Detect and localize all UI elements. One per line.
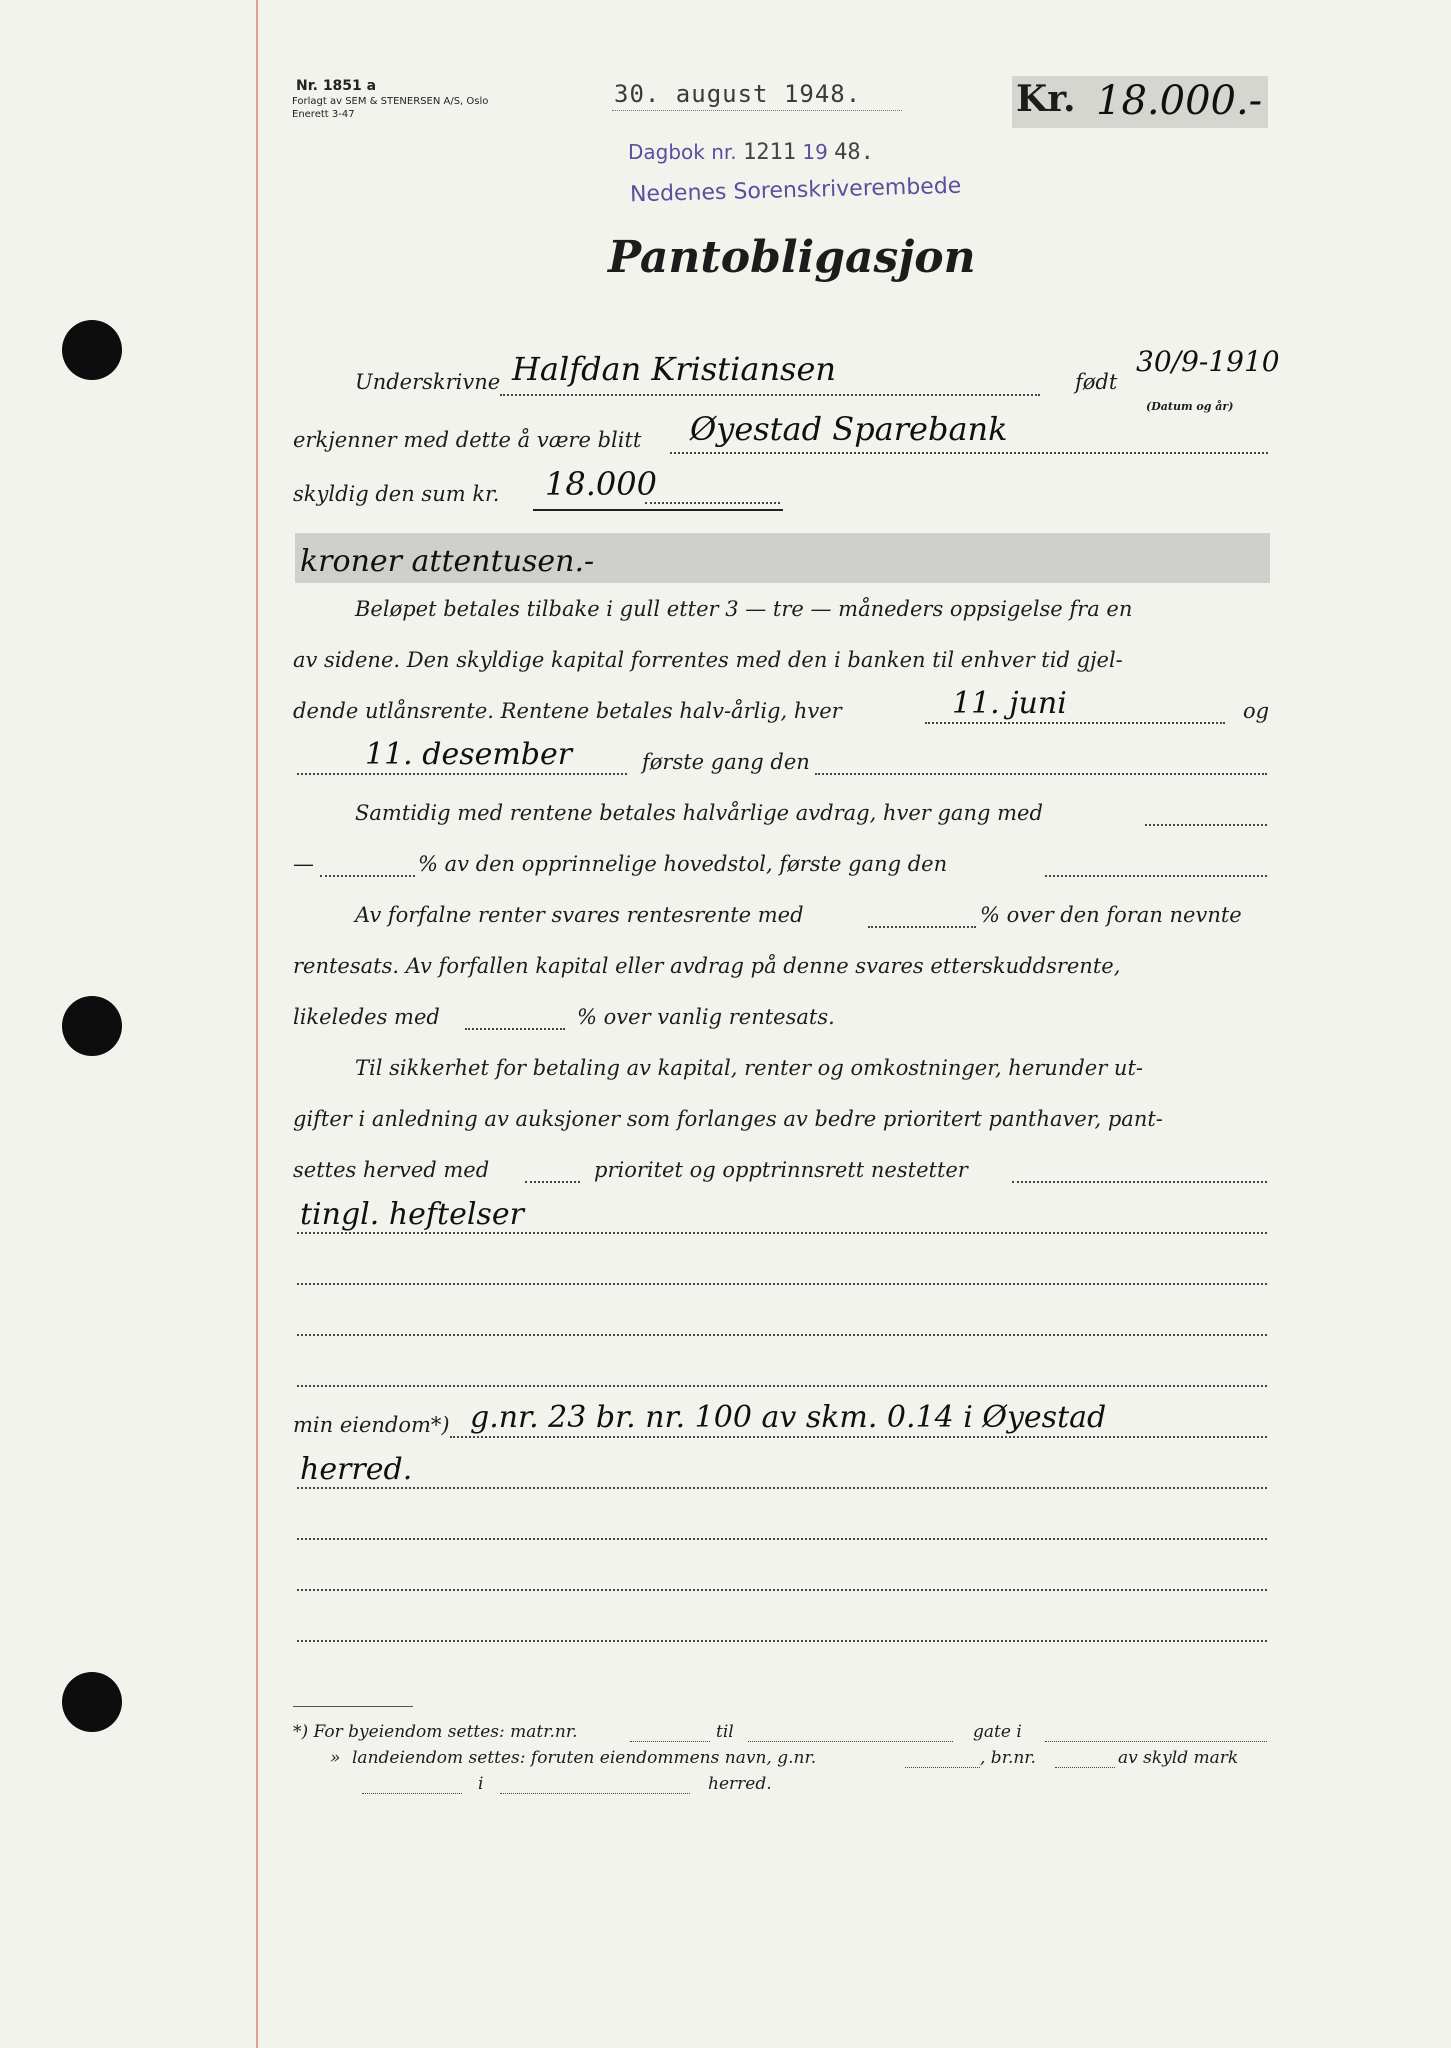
fodt-label: født	[1075, 370, 1118, 394]
eiendom-line-2	[297, 1485, 1267, 1489]
p3-line3: likeledes med	[293, 1005, 440, 1029]
footnote-line2-c: av skyld mark	[1118, 1748, 1239, 1768]
property-description: g.nr. 23 br. nr. 100 av skm. 0.14 i Øyestad	[470, 1400, 1107, 1435]
skyldig-label: skyldig den sum kr.	[293, 482, 500, 506]
footnote-line1-b: til	[716, 1722, 734, 1742]
p3-line1: Av forfalne renter svares rentesrente med	[355, 903, 804, 927]
og-label: og	[1243, 699, 1270, 723]
p1-line1: Beløpet betales tilbake i gull etter 3 — tre — måneders oppsigelse fra en	[355, 597, 1133, 621]
prior-encumbrance: tingl. heftelser	[300, 1197, 524, 1232]
dagbok-number: 1211	[743, 140, 796, 165]
dagbok-stamp	[628, 140, 874, 165]
first-time-line	[815, 771, 1267, 775]
prior-line-3	[297, 1332, 1267, 1336]
eiendom-line-3	[297, 1536, 1267, 1540]
eiendom-line-4	[297, 1587, 1267, 1591]
p3-line3b: % over vanlig rentesats.	[577, 1005, 835, 1029]
p4-line1: Til sikkerhet for betaling av kapital, renter og omkostninger, herunder ut-	[355, 1056, 1143, 1080]
eiendom-label: min eiendom*)	[293, 1413, 450, 1437]
p1-line3: dende utlånsrente. Rentene betales halv-årlig, hver	[293, 699, 842, 723]
p2-line2: % av den opprinnelige hovedstol, første gang den	[418, 852, 948, 876]
office-stamp: Nedenes Sorenskriverembede	[629, 173, 962, 208]
dagbok-year: 48.	[834, 140, 874, 165]
printer-imprint	[292, 80, 488, 121]
footnote-line2-a: landeiendom settes: foruten eiendommens navn, g.nr.	[352, 1748, 817, 1768]
priority-line	[525, 1179, 580, 1183]
kr-amount: 18.000.-	[1096, 78, 1263, 124]
sum-dots	[645, 500, 780, 504]
fn-matr-line	[630, 1739, 710, 1742]
footnote-line3-a: i	[478, 1774, 484, 1794]
p3-line1b: % over den foran nevnte	[980, 903, 1242, 927]
etterskudd-line	[465, 1026, 565, 1030]
underskrivne-label: Underskrivne	[355, 370, 501, 394]
document-date: 30. august 1948.	[614, 80, 862, 108]
fn-mark-line	[362, 1791, 462, 1794]
footnote-line1-a: *) For byeiendom settes: matr.nr.	[293, 1722, 578, 1742]
copyright-line: Enerett 3-47	[292, 109, 355, 120]
dagbok-label: Dagbok nr.	[628, 140, 737, 164]
fn-brnr-line	[1055, 1765, 1115, 1768]
rentesrente-line	[868, 924, 976, 928]
margin-rule	[256, 0, 258, 2048]
prior-line-2	[297, 1281, 1267, 1285]
footnote-line1-c: gate i	[973, 1722, 1022, 1742]
second-interest-date: 11. desember	[365, 737, 573, 772]
punch-hole-middle	[62, 996, 122, 1056]
form-number: Nr. 1851 a	[296, 78, 377, 94]
avdrag-date-line	[1045, 873, 1267, 877]
footnote-line2-prefix: »	[330, 1748, 341, 1768]
p1-line2: av sidene. Den skyldige kapital forrentes med den i banken til enhver tid gjel-	[293, 648, 1123, 672]
eiendom-line-5	[297, 1638, 1267, 1642]
p2-dash: —	[293, 852, 314, 876]
p4-line2: gifter i anledning av auksjoner som forlanges av bedre prioritert panthaver, pant-	[293, 1107, 1163, 1131]
fn-herred-line	[500, 1791, 690, 1794]
underskrivne-line	[500, 392, 1040, 396]
punch-hole-top	[62, 320, 122, 380]
nestetter-line	[1012, 1179, 1267, 1183]
fn-gate-line	[1045, 1739, 1267, 1742]
avdrag-line	[1145, 822, 1267, 826]
first-interest-date: 11. juni	[952, 686, 1067, 721]
datum-note: (Datum og år)	[1146, 400, 1234, 413]
sum-amount: 18.000	[545, 465, 657, 503]
p2-line1: Samtidig med rentene betales halvårlige avdrag, hver gang med	[355, 801, 1043, 825]
p4-line3b: prioritet og opptrinnsrett nestetter	[594, 1158, 968, 1182]
prior-line-4	[297, 1383, 1267, 1387]
debtor-name: Halfdan Kristiansen	[512, 350, 837, 388]
page-title: Pantobligasjon	[608, 232, 976, 283]
footnote-line2-b: , br.nr.	[980, 1748, 1036, 1768]
p4-line3: settes herved med	[293, 1158, 490, 1182]
fn-gnr-line	[905, 1765, 980, 1768]
property-district: herred.	[300, 1452, 413, 1487]
date-underline	[612, 110, 902, 111]
sum-underline	[533, 509, 783, 511]
footnote-rule	[293, 1706, 413, 1707]
creditor-name: Øyestad Sparebank	[690, 410, 1008, 448]
p1-line4: første gang den	[642, 750, 810, 774]
punch-hole-bottom	[62, 1672, 122, 1732]
erkjenner-label: erkjenner med dette å være blitt	[293, 428, 642, 452]
fn-til-line	[748, 1739, 953, 1742]
p3-line2: rentesats. Av forfallen kapital eller avdrag på denne svares etterskuddsrente,	[293, 954, 1121, 978]
percent-line	[320, 873, 415, 877]
creditor-line	[670, 450, 1268, 454]
birth-date: 30/9-1910	[1136, 345, 1280, 378]
sum-in-words: kroner attentusen.-	[300, 544, 595, 579]
footnote-line3-b: herred.	[708, 1774, 772, 1794]
dagbok-year-prefix: 19	[802, 140, 828, 164]
publisher-line: Forlagt av SEM & STENERSEN A/S, Oslo	[292, 96, 489, 107]
kr-label: Kr.	[1016, 78, 1076, 120]
